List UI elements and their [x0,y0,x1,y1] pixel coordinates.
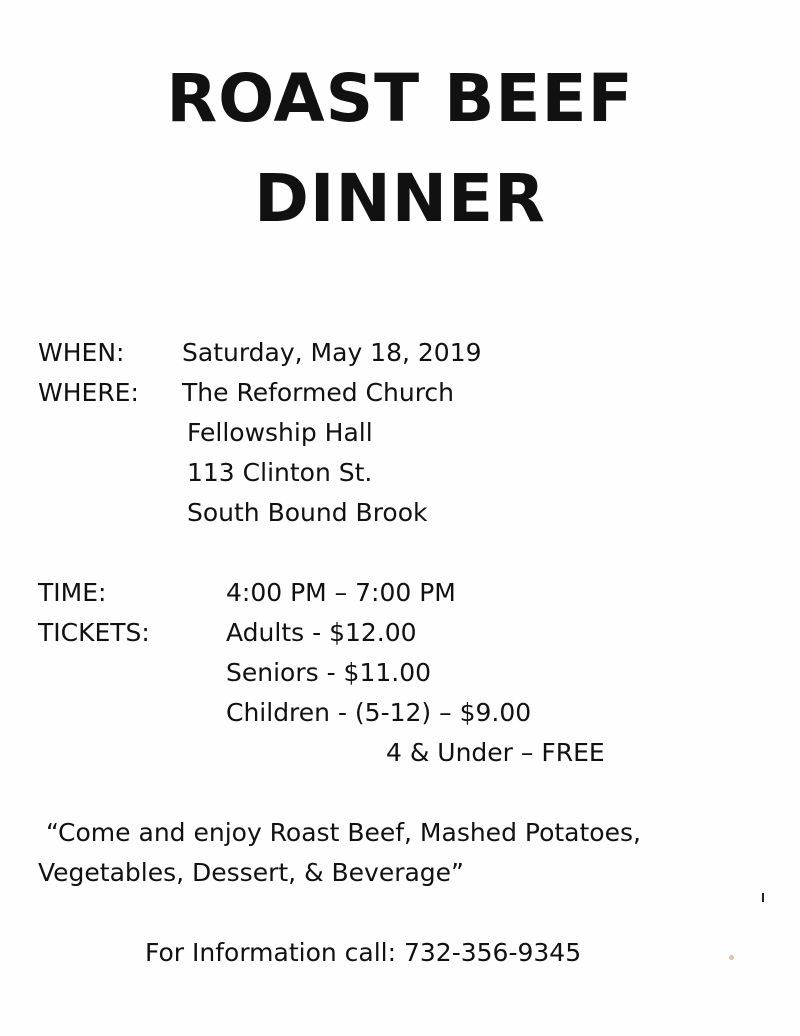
when-value: Saturday, May 18, 2019 [182,338,482,367]
where-label: WHERE: [38,378,139,407]
where-line-4: South Bound Brook [187,498,428,527]
quote-line-2: Vegetables, Dessert, & Beverage” [38,858,465,887]
ticket-children: Children - (5-12) – $9.00 [226,698,532,727]
info-line: For Information call: 732-356-9345 [145,938,582,967]
scan-speck [729,955,734,960]
scan-speck [762,893,764,902]
time-value: 4:00 PM – 7:00 PM [226,578,456,607]
time-label: TIME: [38,578,107,607]
tickets-label: TICKETS: [38,618,150,647]
ticket-under-four: 4 & Under – FREE [386,738,605,767]
when-label: WHEN: [38,338,125,367]
ticket-seniors: Seniors - $11.00 [226,658,432,687]
where-line-1: The Reformed Church [182,378,455,407]
title-line-1: ROAST BEEF [166,60,634,137]
ticket-adults: Adults - $12.00 [226,618,417,647]
where-line-2: Fellowship Hall [187,418,373,447]
quote-line-1: “Come and enjoy Roast Beef, Mashed Potatoes, [46,818,641,847]
title-line-2: DINNER [254,160,546,237]
where-line-3: 113 Clinton St. [187,458,373,487]
